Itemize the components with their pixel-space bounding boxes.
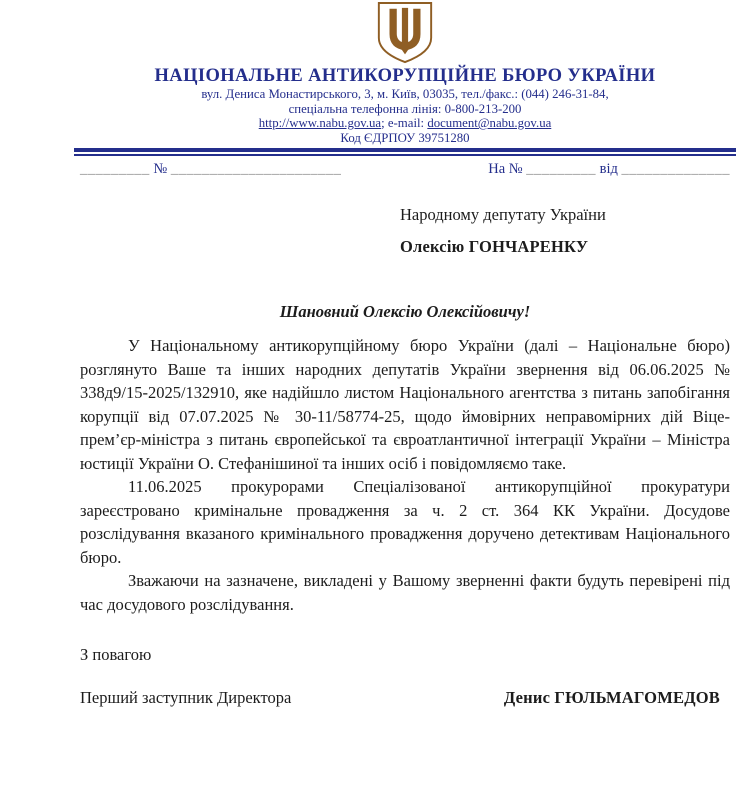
letterhead-divider	[74, 148, 736, 156]
body-paragraph-1: У Національному антикорупційному бюро України (далі – Національне бюро) розглянуто Ваше та інших народних депутатів України звернення від 06.06.2025 № 338д9/15-2025/132910, яке надійшло листом Національного агентства з питань запобігання корупції від 07.07.2025 № 30-11/58774-25, щодо ймовірних неправомірних дій Віце-прем’єр-міністра з питань європейської та євроатлантичної інтеграції України – Міністра юстиції України О. Стефанішиної та інших осіб і повідомляємо таке.	[80, 336, 730, 473]
org-name: НАЦІОНАЛЬНЕ АНТИКОРУПЦІЙНЕ БЮРО УКРАЇНИ	[154, 66, 656, 86]
body-paragraph-3: Зважаючи на зазначене, викладені у Вашому зверненні факти будуть перевірені під час досудового розслідування.	[80, 571, 730, 614]
signer-name: Денис ГЮЛЬМАГОМЕДОВ	[503, 688, 720, 707]
salutation: Шановний Олексію Олексійовичу!	[279, 302, 531, 321]
number-sign: №	[153, 161, 168, 177]
reference-left	[80, 161, 341, 178]
body-paragraph-2: 11.06.2025 прокурорами Спеціалізованої антикорупційної прокуратури зареєстровано кримінальне провадження за ч. 2 ст. 364 КК України. Досудове розслідування вказаного кримінального провадження доручено детективам Національного бюро.	[80, 477, 730, 567]
org-edrpou: Код ЄДРПОУ 39751280	[340, 130, 470, 145]
signer-position: Перший заступник Директора	[80, 688, 292, 707]
number-blank: ______________________	[170, 161, 342, 177]
recipient-title: Народному депутату України	[400, 205, 606, 224]
closing-phrase: З повагою	[80, 645, 152, 664]
recipient-name: Олексію ГОНЧАРЕНКУ	[400, 237, 589, 256]
reference-right	[488, 161, 730, 178]
reference-line	[80, 161, 730, 178]
email-link[interactable]: document@nabu.gov.ua	[427, 116, 552, 130]
ukraine-trident-icon	[369, 2, 441, 64]
reply-number-blank: _________	[526, 161, 596, 177]
reply-number-label: На №	[488, 161, 523, 177]
recipient-block	[400, 205, 730, 257]
org-contacts-line	[80, 116, 730, 131]
org-phone-line: спеціальна телефонна лінія: 0-800-213-200	[288, 101, 522, 116]
reply-date-blank: ______________	[621, 161, 730, 177]
reply-date-label: від	[599, 161, 618, 177]
date-blank: _________	[80, 161, 150, 177]
website-link[interactable]: http://www.nabu.gov.ua	[258, 116, 382, 130]
org-address: вул. Дениса Монастирського, 3, м. Київ, 03035, тел./факс.: (044) 246-31-84,	[201, 87, 609, 101]
email-separator: ; e-mail:	[381, 116, 428, 130]
letterhead-emblem	[80, 2, 730, 64]
signature-row	[80, 688, 730, 708]
